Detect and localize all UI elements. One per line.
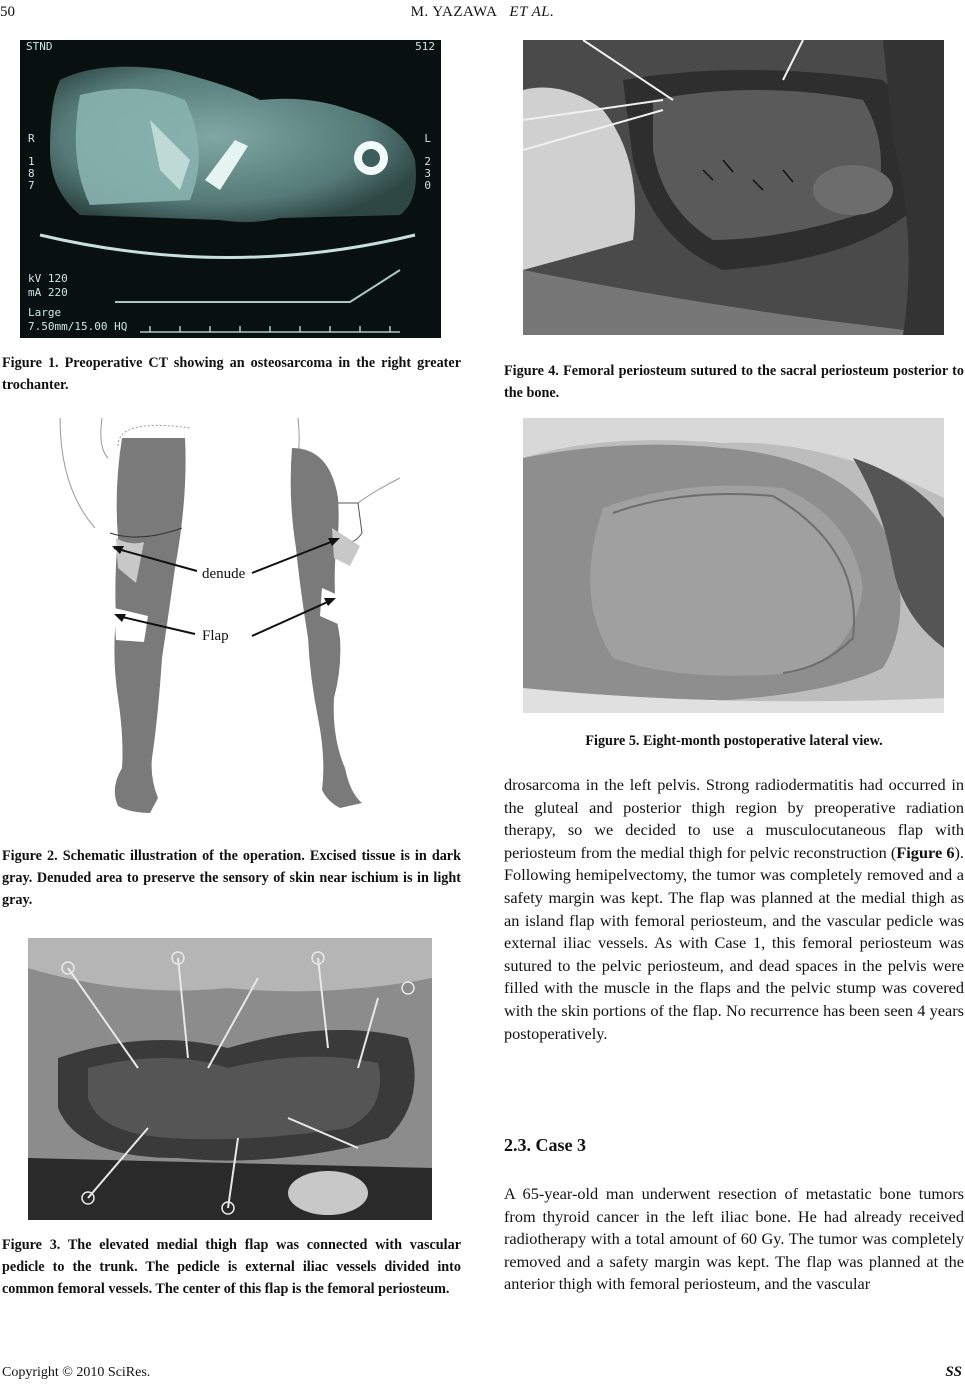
ct-label-l-number: 2 3 0 (424, 155, 431, 192)
paragraph-1-part-a: drosarcoma in the left pelvis. Strong radiodermatitis had occurred in the gluteal and posterior thigh region by preoperative radiation therapy, so we decided to use a musculocutaneous flap with periosteum from the medial thigh for pelvic reconstruction ( (504, 775, 964, 862)
figure-6-reference[interactable]: Figure 6 (896, 842, 955, 862)
running-title (0, 4, 965, 21)
figure-3-photo (28, 938, 432, 1220)
footer-journal: SS (945, 1364, 962, 1380)
ct-label-stnd: STND (26, 40, 53, 53)
ct-label-ma: mA 220 (28, 286, 68, 299)
ct-label-r-number: 1 8 7 (28, 155, 35, 192)
ct-label-r: R (28, 132, 35, 145)
figure-2-caption: Figure 2. Schematic illustration of the operation. Excised tissue is in dark gray. Denuded area to preserve the sensory of skin near ischium is in light gray. (2, 848, 461, 908)
figure-1-caption: Figure 1. Preoperative CT showing an osteosarcoma in the right greater trochanter. (2, 355, 461, 393)
figure-3-caption: Figure 3. The elevated medial thigh flap was connected with vascular pedicle to the trunk. The pedicle is external iliac vessels divided into common femoral vessels. The center of this flap is the femoral periosteum. (2, 1237, 461, 1297)
ct-label-l: L (424, 132, 431, 145)
ct-label-kv: kV 120 (28, 272, 68, 285)
paragraph-1-part-b: ). Following hemipelvectomy, the tumor was completely removed and a safety margin was kept. The flap was planned at the medial thigh as an island flap with femoral periosteum, and the vascular pedicle was external iliac vessels. As with Case 1, this femoral periosteum was sutured to the pelvic periosteum, and dead spaces in the pelvis were filled with the muscle in the flaps and the pelvic stump was covered with the skin portions of the flap. No recurrence has been seen 4 years postoperatively. (504, 842, 964, 1043)
page-number: 50 (0, 4, 15, 20)
figure-5-caption: Figure 5. Eight-month postoperative lateral view. (585, 733, 883, 749)
running-title-etal: ET AL. (509, 4, 555, 20)
figure-2-schematic (40, 418, 420, 830)
running-title-authors: M. YAZAWA (410, 4, 497, 20)
footer-copyright: Copyright © 2010 SciRes. (2, 1365, 151, 1380)
figure-4-caption: Figure 4. Femoral periosteum sutured to the sacral periosteum posterior to the bone. (504, 363, 964, 401)
figure-1-ct-image (20, 40, 441, 338)
body-paragraph-1 (504, 774, 964, 1045)
body-paragraph-2: A 65-year-old man underwent resection of metastatic bone tumors from thyroid cancer in the left iliac bone. He had already received radiotherapy with a total amount of 60 Gy. The tumor was completely removed and a safety margin was kept. The flap was planned at the anterior thigh with femoral periosteum, and the vascular (504, 1184, 964, 1294)
section-heading-case-3: 2.3. Case 3 (504, 1135, 586, 1155)
figure-4-photo (523, 40, 944, 335)
label-flap: Flap (202, 628, 229, 644)
ct-label-512: 512 (415, 40, 435, 53)
ct-label-large: Large (28, 306, 62, 319)
label-denude: denude (202, 566, 246, 582)
ct-label-slice: 7.50mm/15.00 HQ (28, 320, 128, 333)
figure-5-photo (523, 418, 944, 713)
